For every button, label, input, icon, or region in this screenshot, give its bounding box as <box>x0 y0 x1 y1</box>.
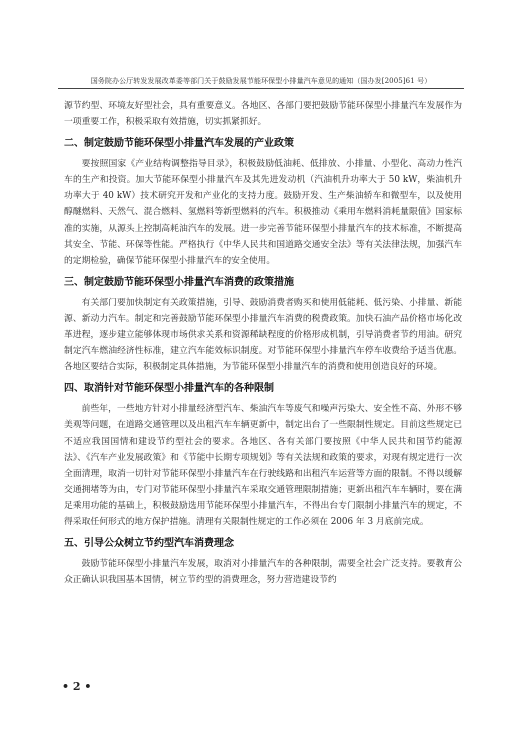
section-paragraph-4: 前些年，一些地方针对小排量经济型汽车、柴油汽车等废气和噪声污染大、安全性不高、外形不够美观等问题，在道路交通管理以及出租汽车车辆更新中，制定出台了一些限制性规定。目前这些规定已不适应我国国情和建设节约型社会的要求。各地区、各有关部门要按照《中华人民共和国节约能源法》、《汽车产业发展政策》和《节能中长期专项规划》等有关法规和政策的要求，对现有规定进行一次全面清理，取消一切针对节能环保型小排量汽车在行驶线路和出租汽车运营等方面的限制。不得以缓解交通拥堵等为由，专门对节能环保型小排量汽车采取交通管理限制措施；更新出租汽车车辆时，要在满足乘用功能的基础上，积极鼓励选用节能环保型小排量汽车，不得出台专门限制小排量汽车的规定，不得采取任何形式的地方保护措施。清理有关限制性规定的工作必须在 2006 年 3 月底前完成。 <box>64 404 462 527</box>
paragraph-intro-continuation: 源节约型、环境友好型社会，具有重要意义。各地区、各部门要把鼓励节能环保型小排量汽车发展作为一项重要工作，积极采取有效措施，切实抓紧抓好。 <box>64 101 462 128</box>
body-text <box>64 98 462 588</box>
section-heading-3: 三、制定鼓励节能环保型小排量汽车消费的政策措施 <box>64 276 294 288</box>
section-heading-5: 五、引导公众树立节约型汽车消费理念 <box>64 538 234 550</box>
section-paragraph-2: 要按照国家《产业结构调整指导目录》，积极鼓励低油耗、低排放、小排量、小型化、高动力性汽车的生产和投资。加大节能环保型小排量汽车及其先进发动机（汽油机升功率大于 50 kW，柴油机升功率大于 40 kW）技术研究开发和产业化的支持力度。鼓励开发、生产柴油轿车和微型车，以及使用醇醚燃料、天然气、混合燃料、氢燃料等新型燃料的汽车。积极推动《乘用车燃料消耗量限值》国家标准的实施，从源头上控制高耗油汽车的发展。进一步完善节能环保型小排量汽车的技术标准，不断提高其安全、节能、环保等性能。严格执行《中华人民共和国道路交通安全法》等有关法律法规，加强汽车的定期检验，确保节能环保型小排量汽车的安全使用。 <box>64 159 462 266</box>
header-rule <box>58 88 464 89</box>
page-number: • 2 • <box>62 680 92 693</box>
running-header: 国务院办公厅转发发展改革委等部门关于鼓励发展节能环保型小排量汽车意见的通知（国办发[2005]61 号） <box>90 77 432 85</box>
section-heading-2: 二、制定鼓励节能环保型小排量汽车发展的产业政策 <box>64 138 294 150</box>
section-heading-4: 四、取消针对节能环保型小排量汽车的各种限制 <box>64 383 274 395</box>
section-paragraph-3: 有关部门要加快制定有关政策措施，引导、鼓励消费者购买和使用低能耗、低污染、小排量、新能源、新动力汽车。制定和完善鼓励节能环保型小排量汽车消费的税费政策。加快石油产品价格市场化改革进程，逐步建立能够体现市场供求关系和资源稀缺程度的价格形成机制，引导消费者节约用油。研究制定汽车燃油经济性标准，建立汽车能效标识制度。对节能环保型小排量汽车停车收费给予适当优惠。各地区要结合实际，积极制定具体措施，为节能环保型小排量汽车的消费和使用创造良好的环境。 <box>64 297 462 373</box>
section-paragraph-5: 鼓励节能环保型小排量汽车发展，取消对小排量汽车的各种限制，需要全社会广泛支持。要教育公众正确认识我国基本国情，树立节约型的消费理念，努力营造建设节约 <box>64 559 462 586</box>
